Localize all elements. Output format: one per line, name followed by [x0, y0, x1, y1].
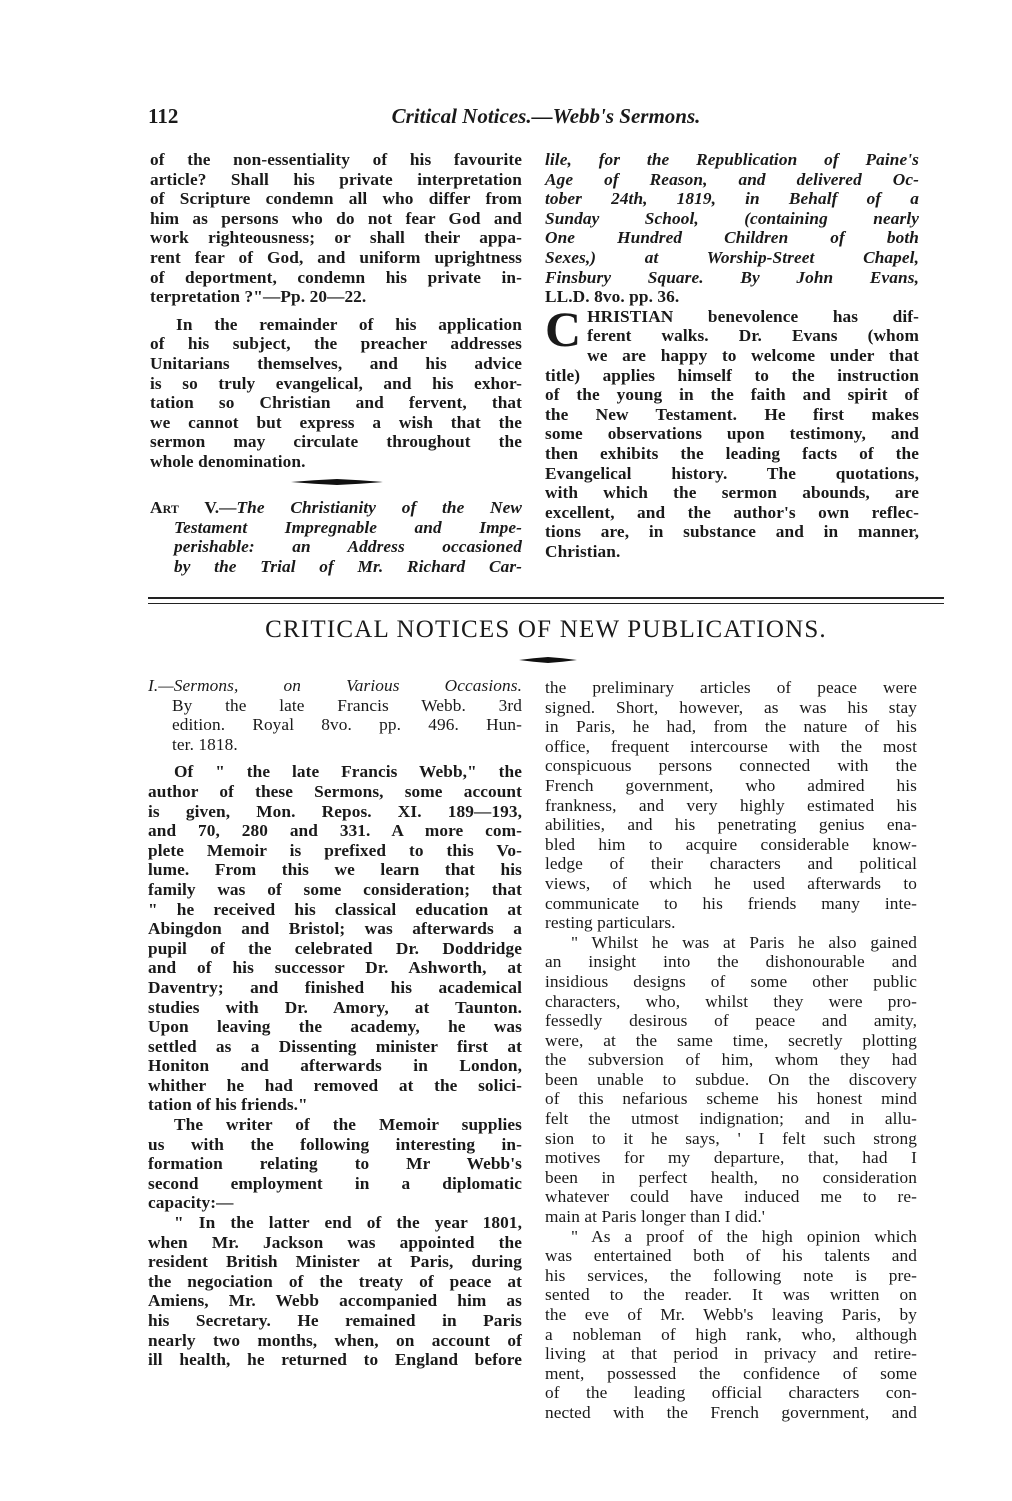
text-line: rent fear of God, and uniform uprightness: [150, 247, 522, 267]
text-line: some observations upon testimony, and: [545, 424, 919, 444]
text-line: of this nefarious scheme his honest mind: [545, 1089, 917, 1109]
text-line: lume. From this we learn that his: [148, 860, 522, 880]
article-title-line: Testament Impregnable and Impe-: [174, 517, 522, 537]
text-line: tions are, in substance and in manner,: [545, 522, 919, 542]
text-line: Daventry; and finished his academical: [148, 977, 522, 997]
text-line: insidious designs of some other public: [545, 971, 917, 991]
text-line: resident British Minister at Paris, during: [148, 1252, 522, 1272]
text-line: fessedly desirous of peace and amity,: [545, 1011, 917, 1031]
top-left-column: [150, 150, 522, 472]
page-number: 112: [148, 104, 179, 128]
text-line: communicate to his friends many inte-: [545, 893, 917, 913]
text-line: excellent, and the author's own reflec-: [545, 502, 919, 522]
text-line: author of these Sermons, some account: [148, 781, 522, 801]
book-entry-heading: [148, 676, 522, 754]
bottom-left-column: [148, 676, 522, 1370]
text-line: plete Memoir is prefixed to this Vo-: [148, 840, 522, 860]
text-line: " In the latter end of the year 1801,: [174, 1213, 522, 1233]
text-line: then exhibits the leading facts of the: [545, 443, 919, 463]
article-title-line: Finsbury Square. By John Evans,: [545, 267, 919, 287]
text-line: with which the sermon abounds, are: [545, 483, 919, 503]
text-line: ferent walks. Dr. Evans (whom: [587, 326, 919, 346]
text-line: Honiton and afterwards in London,: [148, 1056, 522, 1076]
memoir-paragraph: [148, 762, 522, 1115]
text-line: a nobleman of high rank, who, although: [545, 1324, 917, 1344]
text-line: Christian.: [545, 541, 621, 561]
text-line: second employment in a diplomatic: [148, 1173, 522, 1193]
text-line: whole denomination.: [150, 451, 306, 471]
text-line: the negociation of the treaty of peace at: [148, 1271, 522, 1291]
text-line: and of his successor Dr. Ashworth, at: [148, 958, 522, 978]
text-line: we cannot but express a wish that the: [150, 412, 522, 432]
text-line: nected with the French government, and: [545, 1402, 917, 1422]
text-line: whither he had removed at the solici-: [148, 1075, 522, 1095]
text-line: formation relating to Mr Webb's: [148, 1154, 522, 1174]
text-line: of his subject, the preacher addresses: [150, 334, 522, 354]
article-title-line: Sunday School, (containing nearly: [545, 208, 919, 228]
text-line: we are happy to welcome under that: [587, 345, 919, 365]
memoir-quote-paragraph: [148, 1213, 522, 1370]
text-line: work righteousness; or shall their appa-: [150, 228, 522, 248]
text-line: is given, Mon. Repos. XI. 189—193,: [148, 801, 522, 821]
drop-cap: C: [545, 300, 582, 357]
book-title: I.—Sermons, on Various Occasions.: [148, 676, 522, 695]
text-line: In the remainder of his application: [176, 314, 522, 334]
note-paragraph: [545, 1227, 917, 1423]
book-meta-line: edition. Royal 8vo. pp. 496. Hun-: [172, 715, 522, 735]
bottom-right-column: [545, 678, 917, 1423]
text-line: of the non-essentiality of his favourite: [150, 150, 522, 169]
text-line: of the young in the faith and spirit of: [545, 385, 919, 405]
text-line: motives for my departure, that, had I: [545, 1148, 917, 1168]
text-line: of deportment, condemn his private in-: [150, 267, 522, 287]
text-line: the subversion of him, whom they had: [545, 1050, 917, 1070]
book-meta-line: ter. 1818.: [172, 734, 238, 754]
text-line: tation so Christian and fervent, that: [150, 393, 522, 413]
text-line: an insight into the dishonourable and: [545, 952, 917, 972]
text-line: HRISTIAN benevolence has dif-: [587, 306, 919, 326]
text-line: characters, who, whilst they were pro-: [545, 991, 917, 1011]
insight-paragraph: [545, 933, 917, 1227]
article-title-line: The Christianity of the New: [236, 498, 522, 517]
text-line: " Whilst he was at Paris he also gained: [571, 932, 917, 952]
article-title-line: Sexes,) at Worship-Street Chapel,: [545, 247, 919, 267]
top-right-column: [545, 150, 919, 561]
text-line: were, at the same time, secretly plotting: [545, 1030, 917, 1050]
text-line: ment, possessed the confidence of some: [545, 1363, 917, 1383]
text-line: office, frequent intercourse with the most: [545, 736, 917, 756]
text-line: tation of his friends.": [148, 1095, 308, 1115]
text-line: sion to it he says, ' I felt such strong: [545, 1128, 917, 1148]
text-line: ledge of their characters and political: [545, 854, 917, 874]
text-line: been in perfect health, no consideration: [545, 1167, 917, 1187]
text-line: title) applies himself to the instruction: [545, 365, 919, 385]
article-title-continued: [545, 150, 919, 307]
text-line: sented to the reader. It was written on: [545, 1285, 917, 1305]
continued-quote-paragraph: [150, 150, 522, 307]
ornamental-divider: [291, 479, 383, 485]
text-line: studies with Dr. Amory, at Taunton.: [148, 997, 522, 1017]
text-line: Of " the late Francis Webb," the: [174, 762, 522, 782]
paris-paragraph: [545, 678, 917, 933]
text-line: the New Testament. He first makes: [545, 404, 919, 424]
text-line: frankness, and very highly estimated his: [545, 795, 917, 815]
text-line: French government, who admired his: [545, 775, 917, 795]
text-line: conspicuous persons connected with the: [545, 756, 917, 776]
text-line: " he received his classical education at: [148, 899, 522, 919]
article-v-heading: [150, 498, 522, 576]
text-line: family was of some consideration; that: [148, 879, 522, 899]
text-line: nearly two months, when, on account of: [148, 1330, 522, 1350]
text-line: living at that period in privacy and retire-: [545, 1344, 917, 1364]
text-line: main at Paris longer than I did.': [545, 1207, 765, 1227]
article-label: Art V.—: [150, 498, 237, 517]
section-title: CRITICAL NOTICES OF NEW PUBLICATIONS.: [265, 616, 827, 643]
text-line: is so truly evangelical, and his exhor-: [150, 373, 522, 393]
text-line: ill health, he returned to England before: [148, 1350, 522, 1370]
text-line: abilities, and his penetrating genius ena-: [545, 815, 917, 835]
text-line: signed. Short, however, as was his stay: [545, 697, 917, 717]
text-line: Upon leaving the academy, he was: [148, 1017, 522, 1037]
text-line: when Mr. Jackson was appointed the: [148, 1232, 522, 1252]
text-line: his Secretary. He remained in Paris: [148, 1311, 522, 1330]
text-line: in Paris, he had, from the nature of his: [545, 717, 917, 737]
section-rule-thin: [148, 603, 944, 604]
text-line: Evangelical history. The quotations,: [545, 463, 919, 483]
text-line: the eve of Mr. Webb's leaving Paris, by: [545, 1305, 917, 1324]
text-line: and 70, 280 and 331. A more com-: [148, 821, 522, 841]
text-line: us with the following interesting in-: [148, 1134, 522, 1154]
text-line: of Scripture condemn all who differ from: [150, 189, 522, 209]
text-line: capacity:—: [148, 1193, 234, 1213]
article-title-line: tober 24th, 1819, in Behalf of a: [545, 189, 919, 209]
text-line: pupil of the celebrated Dr. Doddridge: [148, 938, 522, 958]
text-line: felt the utmost indignation; and in allu-: [545, 1109, 917, 1129]
text-line: was entertained both of his talents and: [545, 1246, 917, 1266]
text-line: whatever could have induced me to re-: [545, 1187, 917, 1207]
text-line: terpretation ?"—Pp. 20—22.: [150, 287, 367, 307]
text-line: resting particulars.: [545, 913, 676, 933]
article-title-line: by the Trial of Mr. Richard Car-: [174, 556, 522, 576]
text-line: article? Shall his private interpretation: [150, 169, 522, 189]
article-title-line: LL.D. 8vo. pp. 36.: [545, 287, 680, 307]
review-paragraph: [545, 300, 919, 562]
running-head: [148, 104, 944, 134]
section-rule-thick: [148, 597, 944, 599]
text-line: Abingdon and Bristol; was afterwards a: [148, 919, 522, 939]
memoir-intro-paragraph: [148, 1115, 522, 1213]
article-title-line: lile, for the Republication of Paine's: [545, 150, 919, 169]
running-title: Critical Notices.—Webb's Sermons.: [391, 104, 701, 128]
text-line: been unable to subdue. On the discovery: [545, 1069, 917, 1089]
text-line: views, of which he used afterwards to: [545, 873, 917, 893]
text-line: settled as a Dissenting minister first at: [148, 1036, 522, 1056]
text-line: Unitarians themselves, and his advice: [150, 353, 522, 373]
text-line: the preliminary articles of peace were: [545, 678, 917, 697]
text-line: The writer of the Memoir supplies: [174, 1115, 522, 1135]
text-line: " As a proof of the high opinion which: [571, 1226, 917, 1246]
review-conclusion-paragraph: [150, 315, 522, 472]
article-title-line: perishable: an Address occasioned: [174, 537, 522, 557]
text-line: his services, the following note is pre-: [545, 1265, 917, 1285]
text-line: him as persons who do not fear God and: [150, 208, 522, 228]
text-line: Amiens, Mr. Webb accompanied him as: [148, 1291, 522, 1311]
text-line: bled him to acquire considerable know-: [545, 834, 917, 854]
ornamental-divider: [519, 657, 577, 663]
article-title-line: One Hundred Children of both: [545, 228, 919, 248]
text-line: of the leading official characters con-: [545, 1383, 917, 1403]
article-title-line: Age of Reason, and delivered Oc-: [545, 169, 919, 189]
text-line: sermon may circulate throughout the: [150, 432, 522, 452]
book-meta-line: By the late Francis Webb. 3rd: [172, 695, 522, 715]
